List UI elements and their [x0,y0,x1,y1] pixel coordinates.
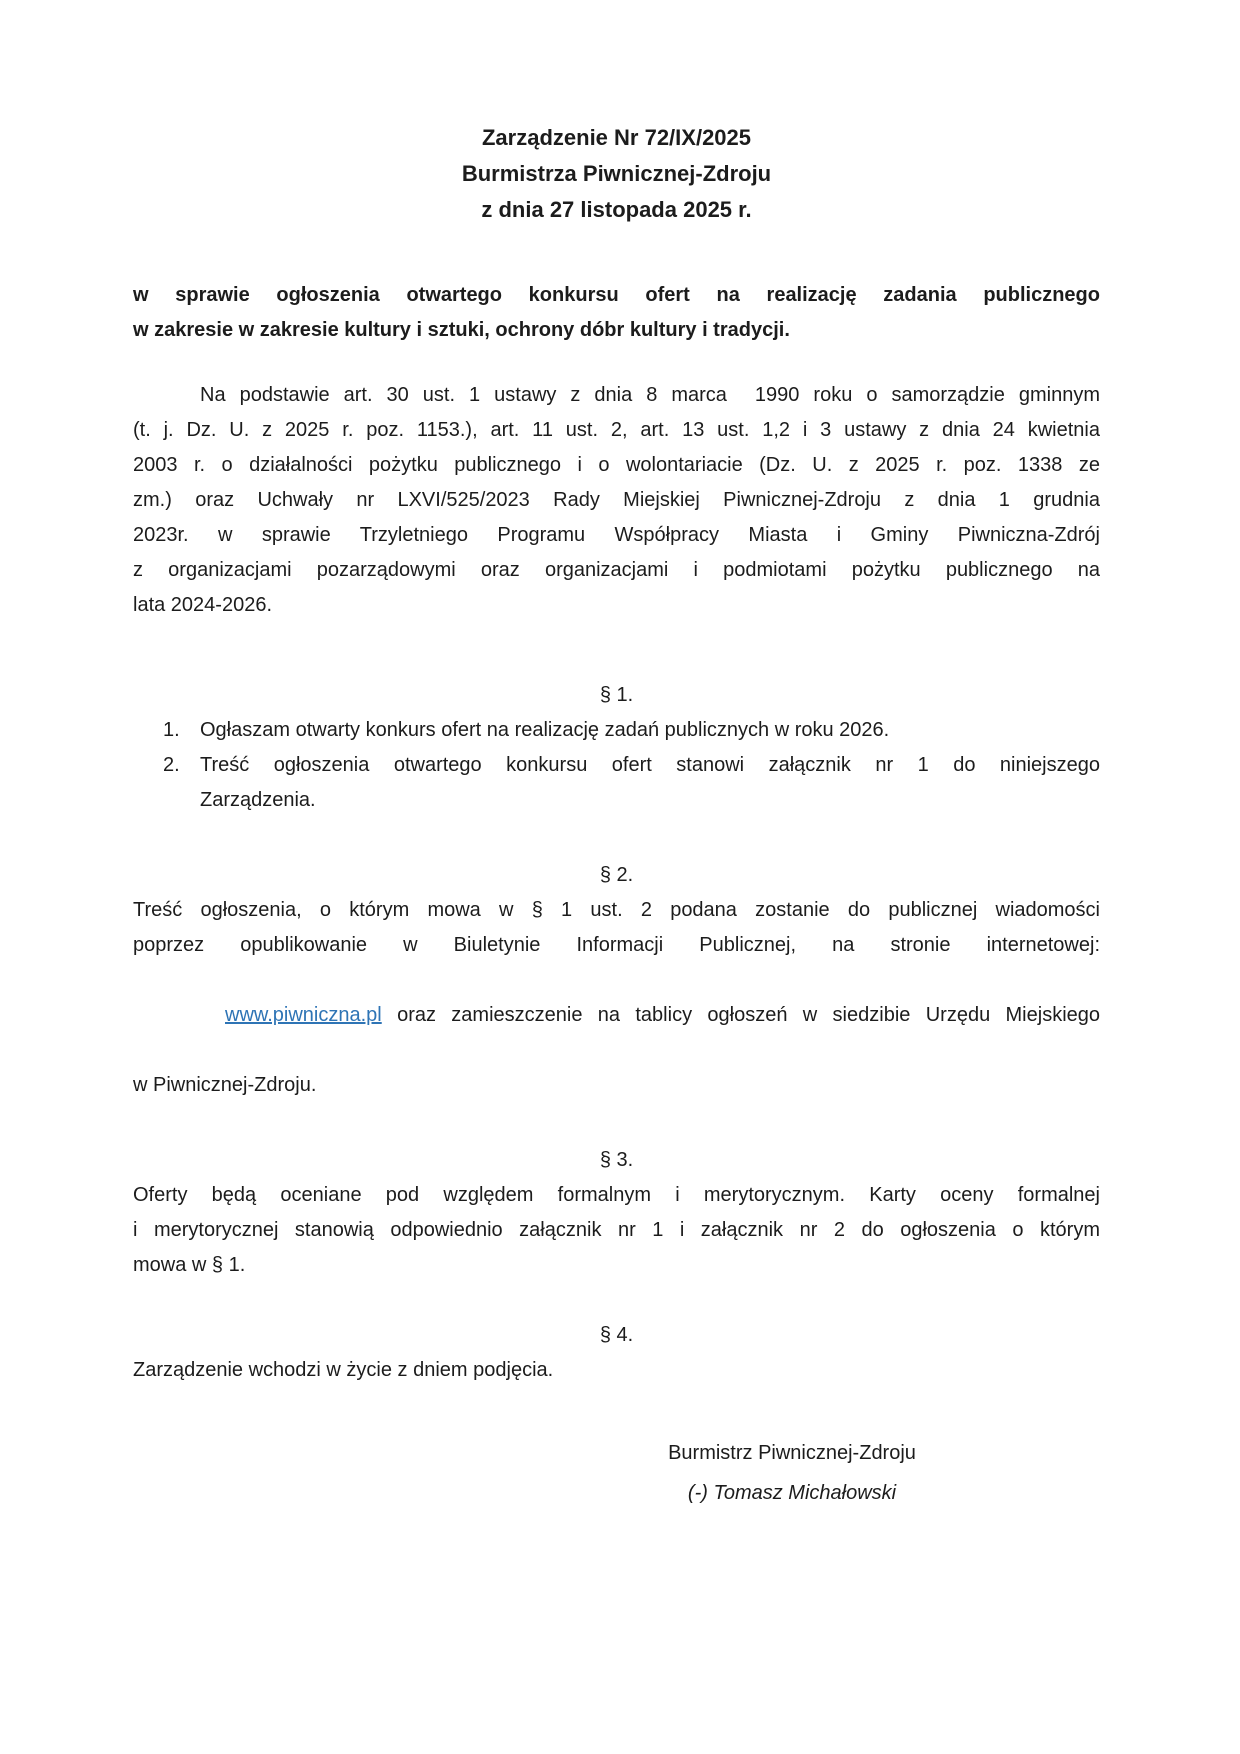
body-line: w Piwnicznej-Zdroju. [133,1074,317,1096]
body-line: (t. j. Dz. U. z 2025 r. poz. 1153.), art. 11 ust. 2, art. 13 ust. 1,2 i 3 ustawy z dnia 24 kwietnia [133,419,1100,441]
section-1-list [133,713,1100,818]
subject-paragraph [133,278,1100,348]
body-line: Treść ogłoszenia otwartego konkursu ofert stanowi załącznik nr 1 do niniejszego [200,754,1100,776]
body-line: i merytorycznej stanowią odpowiednio załącznik nr 1 i załącznik nr 2 do ogłoszenia o którym [133,1219,1100,1241]
body-line: Zarządzenie wchodzi w życie z dniem podjęcia. [133,1359,554,1381]
list-item-number: 2. [163,754,180,776]
ordinance-issuer: Burmistrza Piwnicznej-Zdroju [461,161,772,186]
legal-basis-paragraph [133,378,1100,623]
body-line: lata 2024-2026. [133,594,273,616]
piwniczna-website-link[interactable]: www.piwniczna.pl [225,1004,382,1026]
list-item-text [200,748,1100,818]
section-2-heading: § 2. [599,864,634,886]
section-3-paragraph [133,1178,1100,1283]
section-4-heading: § 4. [599,1324,634,1346]
body-line-rest: oraz zamieszczenie na tablicy ogłoszeń w siedzibie Urzędu Miejskiego [381,1004,1101,1026]
body-line: 2023r. w sprawie Trzyletniego Programu Współpracy Miasta i Gminy Piwniczna-Zdrój [133,524,1100,546]
body-line: poprzez opublikowanie w Biuletynie Informacji Publicznej, na stronie internetowej: [133,934,1100,956]
signature-block [602,1433,982,1513]
section-2-paragraph [133,893,1100,1103]
signature-title: Burmistrz Piwnicznej-Zdroju [668,1442,916,1464]
list-item-text [200,713,1100,748]
signature-name: (-) Tomasz Michałowski [687,1482,897,1504]
subject-line: w zakresie w zakresie kultury i sztuki, ochrony dóbr kultury i tradycji. [133,319,790,341]
ordinance-date: z dnia 27 listopada 2025 r. [481,197,752,222]
body-line: Treść ogłoszenia, o którym mowa w § 1 ust. 2 podana zostanie do publicznej wiadomości [133,899,1100,921]
body-line: 2003 r. o działalności pożytku publicznego i o wolontariacie (Dz. U. z 2025 r. poz. 1338 ze [133,454,1100,476]
body-line: zm.) oraz Uchwały nr LXVI/525/2023 Rady Miejskiej Piwnicznej-Zdroju z dnia 1 grudnia [133,489,1100,511]
ordinance-number: Zarządzenie Nr 72/IX/2025 [481,125,752,150]
subject-line: w sprawie ogłoszenia otwartego konkursu ofert na realizację zadania publicznego [133,284,1100,306]
section-1-heading: § 1. [599,684,634,706]
body-line: Zarządzenia. [200,789,316,811]
body-line: mowa w § 1. [133,1254,246,1276]
list-item [133,713,1100,748]
body-line: Oferty będą oceniane pod względem formalnym i merytorycznym. Karty oceny formalnej [133,1184,1100,1206]
ordinance-header [133,120,1100,228]
section-3-heading: § 3. [599,1149,634,1171]
body-line: Ogłaszam otwarty konkurs ofert na realizację zadań publicznych w roku 2026. [200,719,890,741]
body-line: z organizacjami pozarządowymi oraz organizacjami i podmiotami pożytku publicznego na [133,559,1100,581]
section-4-paragraph [133,1353,1100,1388]
list-item [133,748,1100,818]
body-line-with-link [133,963,1100,1068]
body-line: Na podstawie art. 30 ust. 1 ustawy z dnia 8 marca 1990 roku o samorządzie gminnym [200,384,1100,406]
list-item-number: 1. [163,719,180,741]
